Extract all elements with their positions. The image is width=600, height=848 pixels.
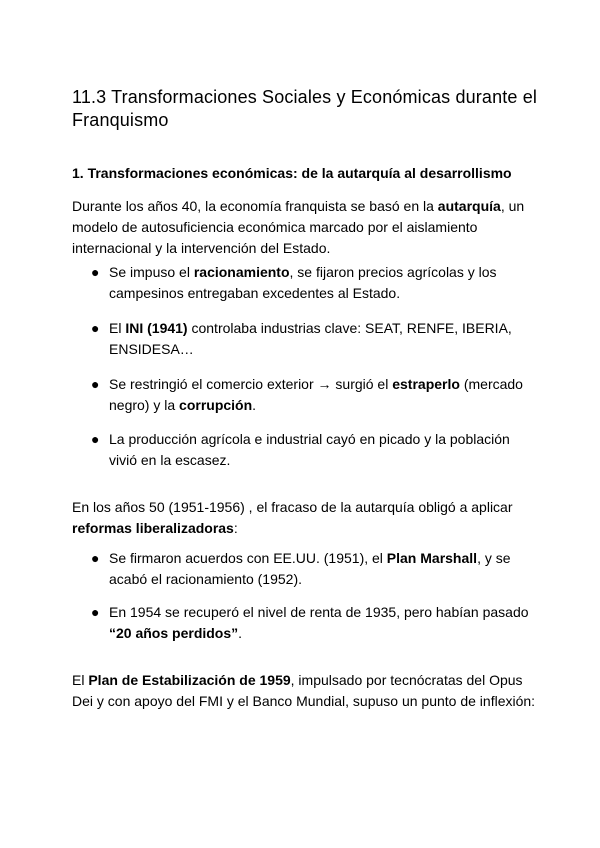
list-item-text: controlaba industrias clave: SEAT, RENFE, IBERIA, ENSIDESA…: [109, 320, 512, 357]
list-item: [91, 374, 539, 416]
list-item-bold: estraperlo: [392, 376, 460, 392]
list-item-bold: “20 años perdidos”: [109, 625, 239, 641]
paragraph-text-end: :: [233, 520, 238, 536]
list-item-bold: racionamiento: [193, 264, 290, 280]
list-item: [91, 262, 539, 304]
paragraph-text: En los años 50 (1951-1956) , el fracaso de la autarquía obligó a aplicar: [72, 499, 513, 515]
paragraph-bold: Plan de Estabilización de 1959: [88, 672, 291, 688]
intro-text: Durante los años 40, la economía franquista se basó en la: [72, 198, 438, 214]
list-item-bold: corrupción: [179, 397, 253, 413]
list-item-text: (mercado negro) y la: [109, 376, 523, 413]
list-item-text: Se firmaron acuerdos con EE.UU. (1951), el: [109, 550, 387, 566]
list-item: [91, 602, 539, 644]
section-heading: 1. Transformaciones económicas: de la autarquía al desarrollismo: [72, 165, 512, 181]
list-item-bold: INI (1941): [125, 320, 188, 336]
bullet-icon: ●: [91, 264, 100, 280]
bullet-icon: ●: [91, 550, 100, 566]
bullet-icon: ●: [91, 604, 100, 620]
list-item-text: .: [238, 625, 243, 641]
list-item-text: El: [109, 320, 126, 336]
intro-text-end: , un modelo de autosuficiencia económica marcado por el aislamiento internacional y la intervención del Estado.: [72, 198, 525, 256]
bullet-icon: ●: [91, 376, 100, 392]
list-item: [91, 318, 539, 360]
paragraph-text: El: [72, 672, 89, 688]
list-item-text: La producción agrícola e industrial cayó en picado y la población vivió en la escasez.: [109, 431, 510, 468]
list-item-text: , se fijaron precios agrícolas y los campesinos entregaban excedentes al Estado.: [109, 264, 497, 301]
list-item: [91, 429, 539, 471]
list-item-text: Se impuso el: [109, 264, 194, 280]
paragraph-text-end: , impulsado por tecnócratas del Opus Dei y con apoyo del FMI y el Banco Mundial, supuso un punto de inflexión:: [72, 672, 536, 709]
list-item-text: Se restringió el comercio exterior → surgió el: [109, 376, 393, 392]
paragraph-1959: [72, 670, 542, 712]
bullet-icon: ●: [91, 431, 100, 447]
intro-paragraph: [72, 196, 542, 259]
paragraph-bold: reformas liberalizadoras: [72, 520, 234, 536]
bullet-icon: ●: [91, 320, 100, 336]
paragraph-1950s: [72, 497, 542, 539]
list-item-text: .: [252, 397, 257, 413]
list-item-text: En 1954 se recuperó el nivel de renta de 1935, pero habían pasado: [109, 604, 529, 620]
page-title: 11.3 Transformaciones Sociales y Económicas durante el Franquismo: [72, 87, 537, 130]
list-item: [91, 548, 539, 590]
list-item-bold: Plan Marshall: [386, 550, 478, 566]
list-item-text: , y se acabó el racionamiento (1952).: [109, 550, 511, 587]
intro-bold: autarquía: [437, 198, 501, 214]
